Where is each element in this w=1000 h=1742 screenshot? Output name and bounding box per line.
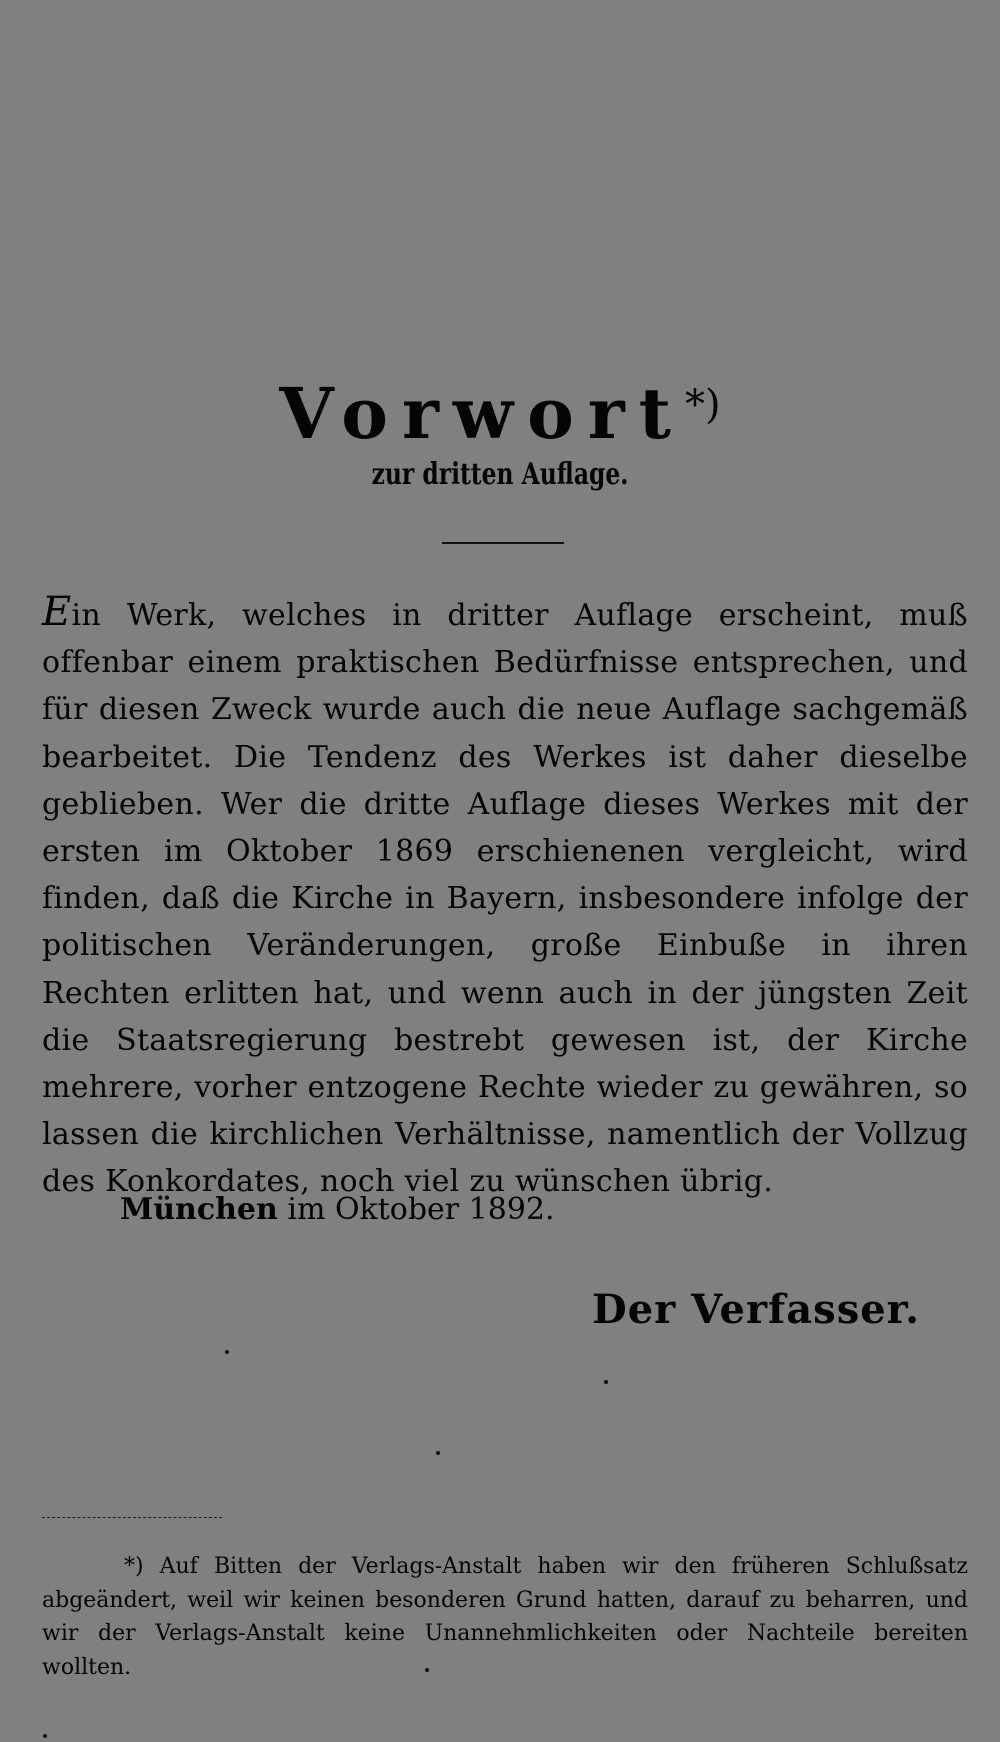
dateline-place: München	[120, 1192, 278, 1227]
footnote-marker: *)	[685, 382, 721, 428]
footnote-divider	[42, 1517, 222, 1518]
footnote: *) Auf Bitten der Verlags-Anstalt haben wir den früheren Schlußsatz abgeändert, weil wir keinen besonderen Grund hatten, darauf zu beharren, und wir der Verlags-Anstalt keine Unannehmlichkeiten oder Nachteile bereiten wollten.	[42, 1554, 968, 1680]
dateline	[120, 1190, 555, 1230]
preface-paragraph	[42, 589, 968, 1206]
print-speck	[43, 1734, 47, 1738]
page-title	[0, 360, 1000, 459]
dateline-date: im Oktober 1892.	[287, 1192, 555, 1227]
author-signature: Der Verfasser.	[592, 1286, 920, 1333]
page-subtitle: zur dritten Auflage.	[371, 457, 629, 492]
title-divider	[442, 542, 564, 544]
title-text: Vorwort	[279, 372, 685, 455]
preface-text: in Werk, welches in dritter Auflage erscheint, muß offenbar einem praktischen Bedürfnisse entsprechen, und für diesen Zweck wurde auch die neue Auflage sachgemäß bearbeitet. Die Tendenz des Werkes ist daher dieselbe geblieben. Wer die dritte Auflage dieses Werkes mit der ersten im Oktober 1869 erschienenen vergleicht, wird finden, daß die Kirche in Bayern, insbesondere infolge der politischen Veränderungen, große Einbuße in ihren Rechten erlitten hat, und wenn auch in der jüngsten Zeit die Staatsregierung bestrebt gewesen ist, der Kirche mehrere, vorher entzogene Rechte wieder zu gewähren, so lassen die kirchlichen Verhältnisse, namentlich der Vollzug des Konkordates, noch viel zu wünschen übrig.	[42, 598, 968, 1200]
print-speck	[436, 1451, 440, 1455]
print-speck	[225, 1350, 229, 1354]
initial-letter: E	[42, 589, 72, 635]
print-speck	[604, 1380, 608, 1384]
